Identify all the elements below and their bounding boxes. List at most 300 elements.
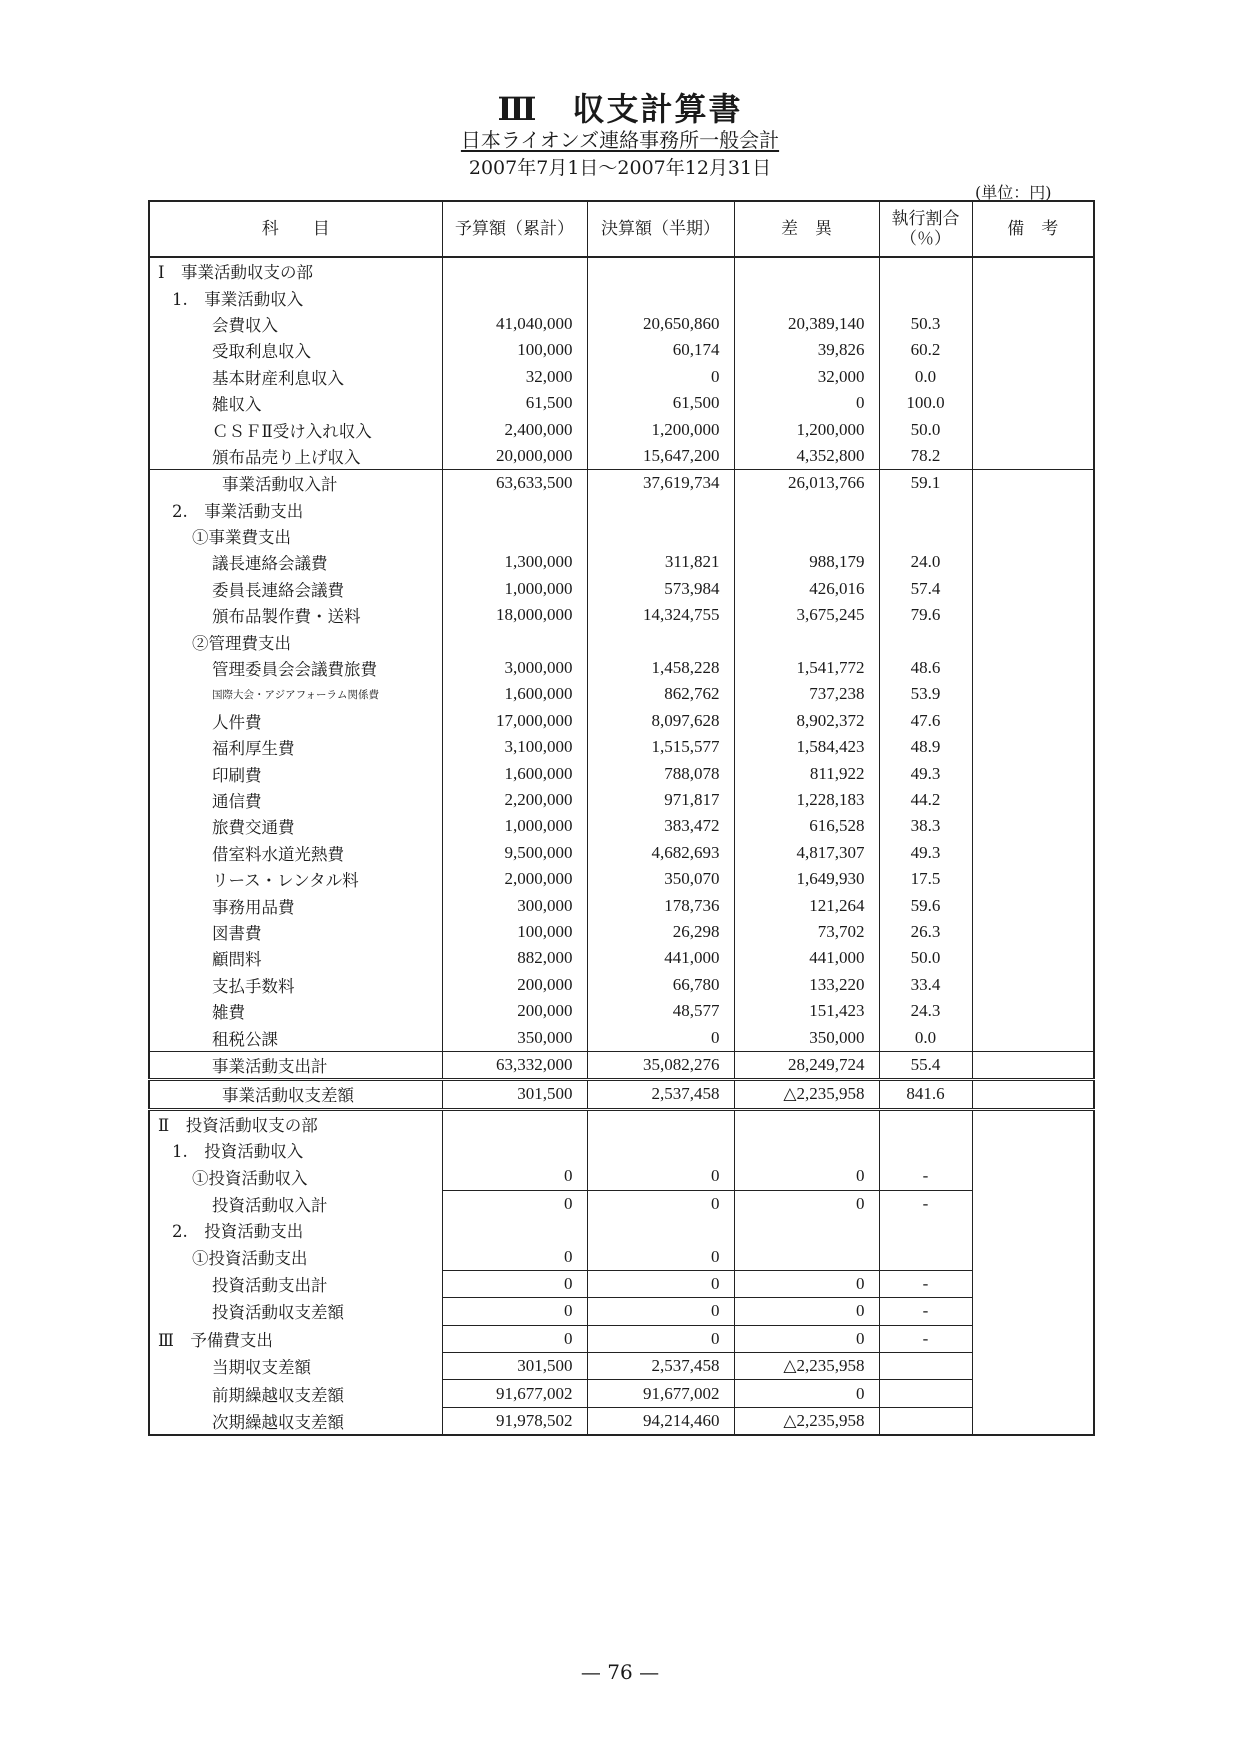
ratio-cell: 49.3 xyxy=(879,840,972,866)
row-label: 通信費 xyxy=(149,787,442,813)
budget-cell: 2,000,000 xyxy=(442,866,587,892)
difference-cell: 20,389,140 xyxy=(734,311,879,337)
actual-cell: 61,500 xyxy=(587,390,734,416)
table-row xyxy=(149,734,1094,760)
actual-cell: 1,200,000 xyxy=(587,416,734,442)
budget-cell: 300,000 xyxy=(442,892,587,918)
budget-cell: 17,000,000 xyxy=(442,708,587,734)
ratio-cell: 49.3 xyxy=(879,760,972,786)
difference-cell: 737,238 xyxy=(734,681,879,707)
budget-cell: 3,000,000 xyxy=(442,655,587,681)
ratio-cell xyxy=(879,1243,972,1270)
notes-cell xyxy=(972,972,1094,998)
budget-cell: 200,000 xyxy=(442,998,587,1024)
budget-cell xyxy=(442,1137,587,1163)
row-label: 顧問料 xyxy=(149,945,442,971)
row-label: 会費収入 xyxy=(149,311,442,337)
notes-cell xyxy=(972,257,1094,284)
notes-cell xyxy=(972,1298,1094,1325)
table-row xyxy=(149,1217,1094,1243)
notes-cell xyxy=(972,998,1094,1024)
ratio-cell xyxy=(879,523,972,549)
budget-cell: 350,000 xyxy=(442,1024,587,1051)
table-row xyxy=(149,1325,1094,1352)
ratio-cell: 841.6 xyxy=(879,1080,972,1109)
difference-cell xyxy=(734,628,879,654)
notes-cell xyxy=(972,470,1094,497)
table-row xyxy=(149,628,1094,654)
column-header-notes: 備 考 xyxy=(972,201,1094,257)
ratio-cell: 24.0 xyxy=(879,549,972,575)
ratio-cell: - xyxy=(879,1298,972,1325)
difference-cell: 441,000 xyxy=(734,945,879,971)
table-row xyxy=(149,1298,1094,1325)
notes-cell xyxy=(972,655,1094,681)
table-row xyxy=(149,1080,1094,1109)
actual-cell: 48,577 xyxy=(587,998,734,1024)
ratio-cell: 50.0 xyxy=(879,945,972,971)
budget-cell: 9,500,000 xyxy=(442,840,587,866)
ratio-cell: 33.4 xyxy=(879,972,972,998)
actual-cell: 178,736 xyxy=(587,892,734,918)
organization-subtitle-text: 日本ライオンズ連絡事務所一般会計 xyxy=(460,128,780,152)
difference-cell: △2,235,958 xyxy=(734,1353,879,1380)
notes-cell xyxy=(972,523,1094,549)
row-label: ②管理費支出 xyxy=(149,628,442,654)
budget-cell xyxy=(442,497,587,523)
row-label: ＣＳＦⅡ受け入れ収入 xyxy=(149,416,442,442)
budget-cell: 301,500 xyxy=(442,1080,587,1109)
actual-cell: 0 xyxy=(587,1270,734,1297)
budget-cell: 0 xyxy=(442,1163,587,1190)
table-row xyxy=(149,681,1094,707)
row-label: Ⅲ 予備費支出 xyxy=(149,1325,442,1352)
table-row xyxy=(149,708,1094,734)
budget-cell: 20,000,000 xyxy=(442,443,587,470)
table-row xyxy=(149,1407,1094,1435)
column-header-execution-ratio xyxy=(879,201,972,257)
actual-cell: 2,537,458 xyxy=(587,1080,734,1109)
notes-cell xyxy=(972,337,1094,363)
table-row xyxy=(149,364,1094,390)
row-label: 事業活動支出計 xyxy=(149,1051,442,1079)
budget-cell: 301,500 xyxy=(442,1353,587,1380)
notes-cell xyxy=(972,602,1094,628)
table-row xyxy=(149,998,1094,1024)
actual-cell xyxy=(587,257,734,284)
notes-cell xyxy=(972,734,1094,760)
budget-cell: 61,500 xyxy=(442,390,587,416)
actual-cell xyxy=(587,1109,734,1137)
ratio-cell: 26.3 xyxy=(879,919,972,945)
difference-cell: 0 xyxy=(734,1163,879,1190)
table-row xyxy=(149,892,1094,918)
actual-cell: 1,515,577 xyxy=(587,734,734,760)
table-row xyxy=(149,1024,1094,1051)
table-row xyxy=(149,760,1094,786)
row-label: 支払手数料 xyxy=(149,972,442,998)
actual-cell: 0 xyxy=(587,1190,734,1217)
actual-cell: 971,817 xyxy=(587,787,734,813)
notes-cell xyxy=(972,1051,1094,1079)
table-row xyxy=(149,576,1094,602)
row-label: ①事業費支出 xyxy=(149,523,442,549)
budget-cell: 100,000 xyxy=(442,337,587,363)
actual-cell: 0 xyxy=(587,1325,734,1352)
row-label: 2. 投資活動支出 xyxy=(149,1217,442,1243)
ratio-cell: 48.6 xyxy=(879,655,972,681)
actual-cell: 35,082,276 xyxy=(587,1051,734,1079)
actual-cell: 14,324,755 xyxy=(587,602,734,628)
ratio-cell: 60.2 xyxy=(879,337,972,363)
table-row xyxy=(149,549,1094,575)
actual-cell: 26,298 xyxy=(587,919,734,945)
table-row xyxy=(149,945,1094,971)
table-row xyxy=(149,443,1094,470)
row-label: 受取利息収入 xyxy=(149,337,442,363)
actual-cell: 94,214,460 xyxy=(587,1407,734,1435)
notes-cell xyxy=(972,787,1094,813)
organization-subtitle xyxy=(0,124,1240,153)
row-label: 印刷費 xyxy=(149,760,442,786)
difference-cell: 4,352,800 xyxy=(734,443,879,470)
row-label: 国際大会・アジアフォーラム関係費 xyxy=(149,681,442,707)
actual-cell: 2,537,458 xyxy=(587,1353,734,1380)
difference-cell xyxy=(734,1217,879,1243)
budget-cell: 1,000,000 xyxy=(442,813,587,839)
budget-cell: 41,040,000 xyxy=(442,311,587,337)
budget-cell xyxy=(442,284,587,310)
budget-cell: 0 xyxy=(442,1270,587,1297)
table-row xyxy=(149,1380,1094,1407)
actual-cell: 0 xyxy=(587,1024,734,1051)
actual-cell xyxy=(587,628,734,654)
actual-cell: 441,000 xyxy=(587,945,734,971)
actual-cell: 573,984 xyxy=(587,576,734,602)
notes-cell xyxy=(972,1080,1094,1109)
difference-cell: 0 xyxy=(734,1380,879,1407)
budget-cell: 1,600,000 xyxy=(442,681,587,707)
actual-cell xyxy=(587,1217,734,1243)
table-row xyxy=(149,523,1094,549)
page-title: Ⅲ 収支計算書 xyxy=(497,90,743,128)
actual-cell: 1,458,228 xyxy=(587,655,734,681)
notes-cell xyxy=(972,945,1094,971)
row-label: 1. 事業活動収入 xyxy=(149,284,442,310)
notes-cell xyxy=(972,416,1094,442)
table-header-row xyxy=(149,201,1094,257)
difference-cell: 0 xyxy=(734,1325,879,1352)
difference-cell: △2,235,958 xyxy=(734,1080,879,1109)
table-body xyxy=(149,257,1094,1435)
row-label: 次期繰越収支差額 xyxy=(149,1407,442,1435)
budget-cell: 100,000 xyxy=(442,919,587,945)
difference-cell: 1,541,772 xyxy=(734,655,879,681)
difference-cell xyxy=(734,1137,879,1163)
ratio-cell: - xyxy=(879,1190,972,1217)
difference-cell: 426,016 xyxy=(734,576,879,602)
budget-cell: 63,633,500 xyxy=(442,470,587,497)
difference-cell xyxy=(734,523,879,549)
budget-cell xyxy=(442,1109,587,1137)
row-label: 頒布品製作費・送料 xyxy=(149,602,442,628)
notes-cell xyxy=(972,364,1094,390)
notes-cell xyxy=(972,443,1094,470)
ratio-cell xyxy=(879,1407,972,1435)
ratio-cell: 44.2 xyxy=(879,787,972,813)
table-row xyxy=(149,284,1094,310)
notes-cell xyxy=(972,1217,1094,1243)
actual-cell xyxy=(587,523,734,549)
difference-cell xyxy=(734,1109,879,1137)
actual-cell: 383,472 xyxy=(587,813,734,839)
difference-cell: 0 xyxy=(734,1298,879,1325)
notes-cell xyxy=(972,576,1094,602)
row-label: 借室料水道光熱費 xyxy=(149,840,442,866)
difference-cell: 3,675,245 xyxy=(734,602,879,628)
difference-cell: 1,584,423 xyxy=(734,734,879,760)
notes-cell xyxy=(972,1137,1094,1163)
difference-cell: 133,220 xyxy=(734,972,879,998)
budget-cell: 2,200,000 xyxy=(442,787,587,813)
notes-cell xyxy=(972,628,1094,654)
difference-cell: △2,235,958 xyxy=(734,1407,879,1435)
budget-cell: 0 xyxy=(442,1298,587,1325)
table-row xyxy=(149,470,1094,497)
budget-cell: 63,332,000 xyxy=(442,1051,587,1079)
difference-cell: 988,179 xyxy=(734,549,879,575)
ratio-cell: 17.5 xyxy=(879,866,972,892)
ratio-cell xyxy=(879,497,972,523)
table-row xyxy=(149,919,1094,945)
ratio-cell: 100.0 xyxy=(879,390,972,416)
row-label: 2. 事業活動支出 xyxy=(149,497,442,523)
row-label: 当期収支差額 xyxy=(149,1353,442,1380)
budget-cell: 32,000 xyxy=(442,364,587,390)
difference-cell: 0 xyxy=(734,390,879,416)
row-label: 人件費 xyxy=(149,708,442,734)
notes-cell xyxy=(972,892,1094,918)
notes-cell xyxy=(972,497,1094,523)
difference-cell: 151,423 xyxy=(734,998,879,1024)
ratio-cell: 78.2 xyxy=(879,443,972,470)
difference-cell: 26,013,766 xyxy=(734,470,879,497)
actual-cell: 0 xyxy=(587,1163,734,1190)
ratio-cell: 48.9 xyxy=(879,734,972,760)
notes-cell xyxy=(972,284,1094,310)
actual-cell: 91,677,002 xyxy=(587,1380,734,1407)
difference-cell: 1,200,000 xyxy=(734,416,879,442)
ratio-cell: 57.4 xyxy=(879,576,972,602)
ratio-cell: 53.9 xyxy=(879,681,972,707)
row-label: 事業活動収入計 xyxy=(149,470,442,497)
budget-cell xyxy=(442,628,587,654)
row-label: 租税公課 xyxy=(149,1024,442,1051)
actual-cell: 350,070 xyxy=(587,866,734,892)
ratio-cell xyxy=(879,1217,972,1243)
difference-cell: 32,000 xyxy=(734,364,879,390)
difference-cell xyxy=(734,257,879,284)
difference-cell xyxy=(734,497,879,523)
reporting-period: 2007年7月1日～2007年12月31日 xyxy=(468,157,772,179)
row-label: 投資活動収支差額 xyxy=(149,1298,442,1325)
budget-cell: 91,677,002 xyxy=(442,1380,587,1407)
notes-cell xyxy=(972,1024,1094,1051)
actual-cell xyxy=(587,1137,734,1163)
notes-cell xyxy=(972,1270,1094,1297)
notes-cell xyxy=(972,311,1094,337)
notes-cell xyxy=(972,681,1094,707)
notes-cell xyxy=(972,1190,1094,1217)
actual-cell: 0 xyxy=(587,1243,734,1270)
actual-cell: 37,619,734 xyxy=(587,470,734,497)
row-label: 頒布品売り上げ収入 xyxy=(149,443,442,470)
row-label: 基本財産利息収入 xyxy=(149,364,442,390)
ratio-cell: 59.6 xyxy=(879,892,972,918)
actual-cell: 862,762 xyxy=(587,681,734,707)
difference-cell: 0 xyxy=(734,1270,879,1297)
table-row xyxy=(149,337,1094,363)
ratio-cell xyxy=(879,1109,972,1137)
table-row xyxy=(149,813,1094,839)
table-row xyxy=(149,866,1094,892)
ratio-cell xyxy=(879,1353,972,1380)
table-row xyxy=(149,1051,1094,1079)
notes-cell xyxy=(972,1109,1094,1137)
actual-cell: 4,682,693 xyxy=(587,840,734,866)
column-header-item: 科 目 xyxy=(149,201,442,257)
ratio-cell xyxy=(879,1137,972,1163)
row-label: 事業活動収支差額 xyxy=(149,1080,442,1109)
table-row xyxy=(149,416,1094,442)
table-row xyxy=(149,1243,1094,1270)
actual-cell: 788,078 xyxy=(587,760,734,786)
difference-cell xyxy=(734,1243,879,1270)
budget-cell: 0 xyxy=(442,1190,587,1217)
budget-cell: 91,978,502 xyxy=(442,1407,587,1435)
difference-cell: 121,264 xyxy=(734,892,879,918)
actual-cell: 60,174 xyxy=(587,337,734,363)
difference-cell: 350,000 xyxy=(734,1024,879,1051)
difference-cell: 28,249,724 xyxy=(734,1051,879,1079)
budget-cell: 2,400,000 xyxy=(442,416,587,442)
budget-cell xyxy=(442,1217,587,1243)
row-label: 投資活動支出計 xyxy=(149,1270,442,1297)
ratio-cell: 79.6 xyxy=(879,602,972,628)
row-label: 投資活動収入計 xyxy=(149,1190,442,1217)
difference-cell: 8,902,372 xyxy=(734,708,879,734)
ratio-cell: - xyxy=(879,1325,972,1352)
ratio-cell xyxy=(879,1380,972,1407)
table-row xyxy=(149,1163,1094,1190)
row-label: 前期繰越収支差額 xyxy=(149,1380,442,1407)
notes-cell xyxy=(972,708,1094,734)
budget-cell: 200,000 xyxy=(442,972,587,998)
actual-cell xyxy=(587,497,734,523)
table-row xyxy=(149,655,1094,681)
ratio-cell: 38.3 xyxy=(879,813,972,839)
row-label: 雑費 xyxy=(149,998,442,1024)
notes-cell xyxy=(972,866,1094,892)
row-label: 委員長連絡会議費 xyxy=(149,576,442,602)
actual-cell: 311,821 xyxy=(587,549,734,575)
table-row xyxy=(149,311,1094,337)
actual-cell: 0 xyxy=(587,364,734,390)
ratio-cell: 24.3 xyxy=(879,998,972,1024)
ratio-cell: 0.0 xyxy=(879,1024,972,1051)
actual-cell: 15,647,200 xyxy=(587,443,734,470)
table-row xyxy=(149,787,1094,813)
execution-ratio-line-1: 執行割合 xyxy=(891,209,960,229)
difference-cell: 1,228,183 xyxy=(734,787,879,813)
row-label: 事務用品費 xyxy=(149,892,442,918)
page-number: — 76 — xyxy=(580,1660,660,1684)
table-row xyxy=(149,257,1094,284)
budget-cell xyxy=(442,257,587,284)
notes-cell xyxy=(972,919,1094,945)
row-label: 管理委員会会議費旅費 xyxy=(149,655,442,681)
table-row xyxy=(149,390,1094,416)
difference-cell: 39,826 xyxy=(734,337,879,363)
budget-cell: 1,600,000 xyxy=(442,760,587,786)
ratio-cell xyxy=(879,257,972,284)
actual-cell: 8,097,628 xyxy=(587,708,734,734)
notes-cell xyxy=(972,813,1094,839)
notes-cell xyxy=(972,1163,1094,1190)
column-header-actual: 決算額（半期） xyxy=(587,201,734,257)
table-row xyxy=(149,602,1094,628)
notes-cell xyxy=(972,1353,1094,1380)
budget-cell: 0 xyxy=(442,1325,587,1352)
table-row xyxy=(149,1353,1094,1380)
row-label: 福利厚生費 xyxy=(149,734,442,760)
ratio-cell: - xyxy=(879,1163,972,1190)
notes-cell xyxy=(972,549,1094,575)
ratio-cell: 59.1 xyxy=(879,470,972,497)
budget-cell: 3,100,000 xyxy=(442,734,587,760)
ratio-cell xyxy=(879,628,972,654)
difference-cell: 73,702 xyxy=(734,919,879,945)
row-label: ①投資活動収入 xyxy=(149,1163,442,1190)
ratio-cell xyxy=(879,284,972,310)
table-row xyxy=(149,972,1094,998)
table-row xyxy=(149,840,1094,866)
ratio-cell: 0.0 xyxy=(879,364,972,390)
column-header-budget: 予算額（累計） xyxy=(442,201,587,257)
actual-cell: 0 xyxy=(587,1298,734,1325)
execution-ratio-line-2: （％） xyxy=(900,229,951,249)
income-expenditure-table xyxy=(148,200,1095,1436)
budget-cell: 0 xyxy=(442,1243,587,1270)
actual-cell xyxy=(587,284,734,310)
unit-label: (単位：円) xyxy=(975,183,1052,202)
actual-cell: 66,780 xyxy=(587,972,734,998)
budget-cell: 1,300,000 xyxy=(442,549,587,575)
row-label: リース・レンタル料 xyxy=(149,866,442,892)
table-row xyxy=(149,1109,1094,1137)
table-row xyxy=(149,1137,1094,1163)
ratio-cell: 55.4 xyxy=(879,1051,972,1079)
budget-cell: 1,000,000 xyxy=(442,576,587,602)
row-label: 雑収入 xyxy=(149,390,442,416)
table-row xyxy=(149,497,1094,523)
difference-cell: 1,649,930 xyxy=(734,866,879,892)
actual-cell: 20,650,860 xyxy=(587,311,734,337)
notes-cell xyxy=(972,760,1094,786)
notes-cell xyxy=(972,1380,1094,1407)
table-row xyxy=(149,1190,1094,1217)
notes-cell xyxy=(972,1325,1094,1352)
